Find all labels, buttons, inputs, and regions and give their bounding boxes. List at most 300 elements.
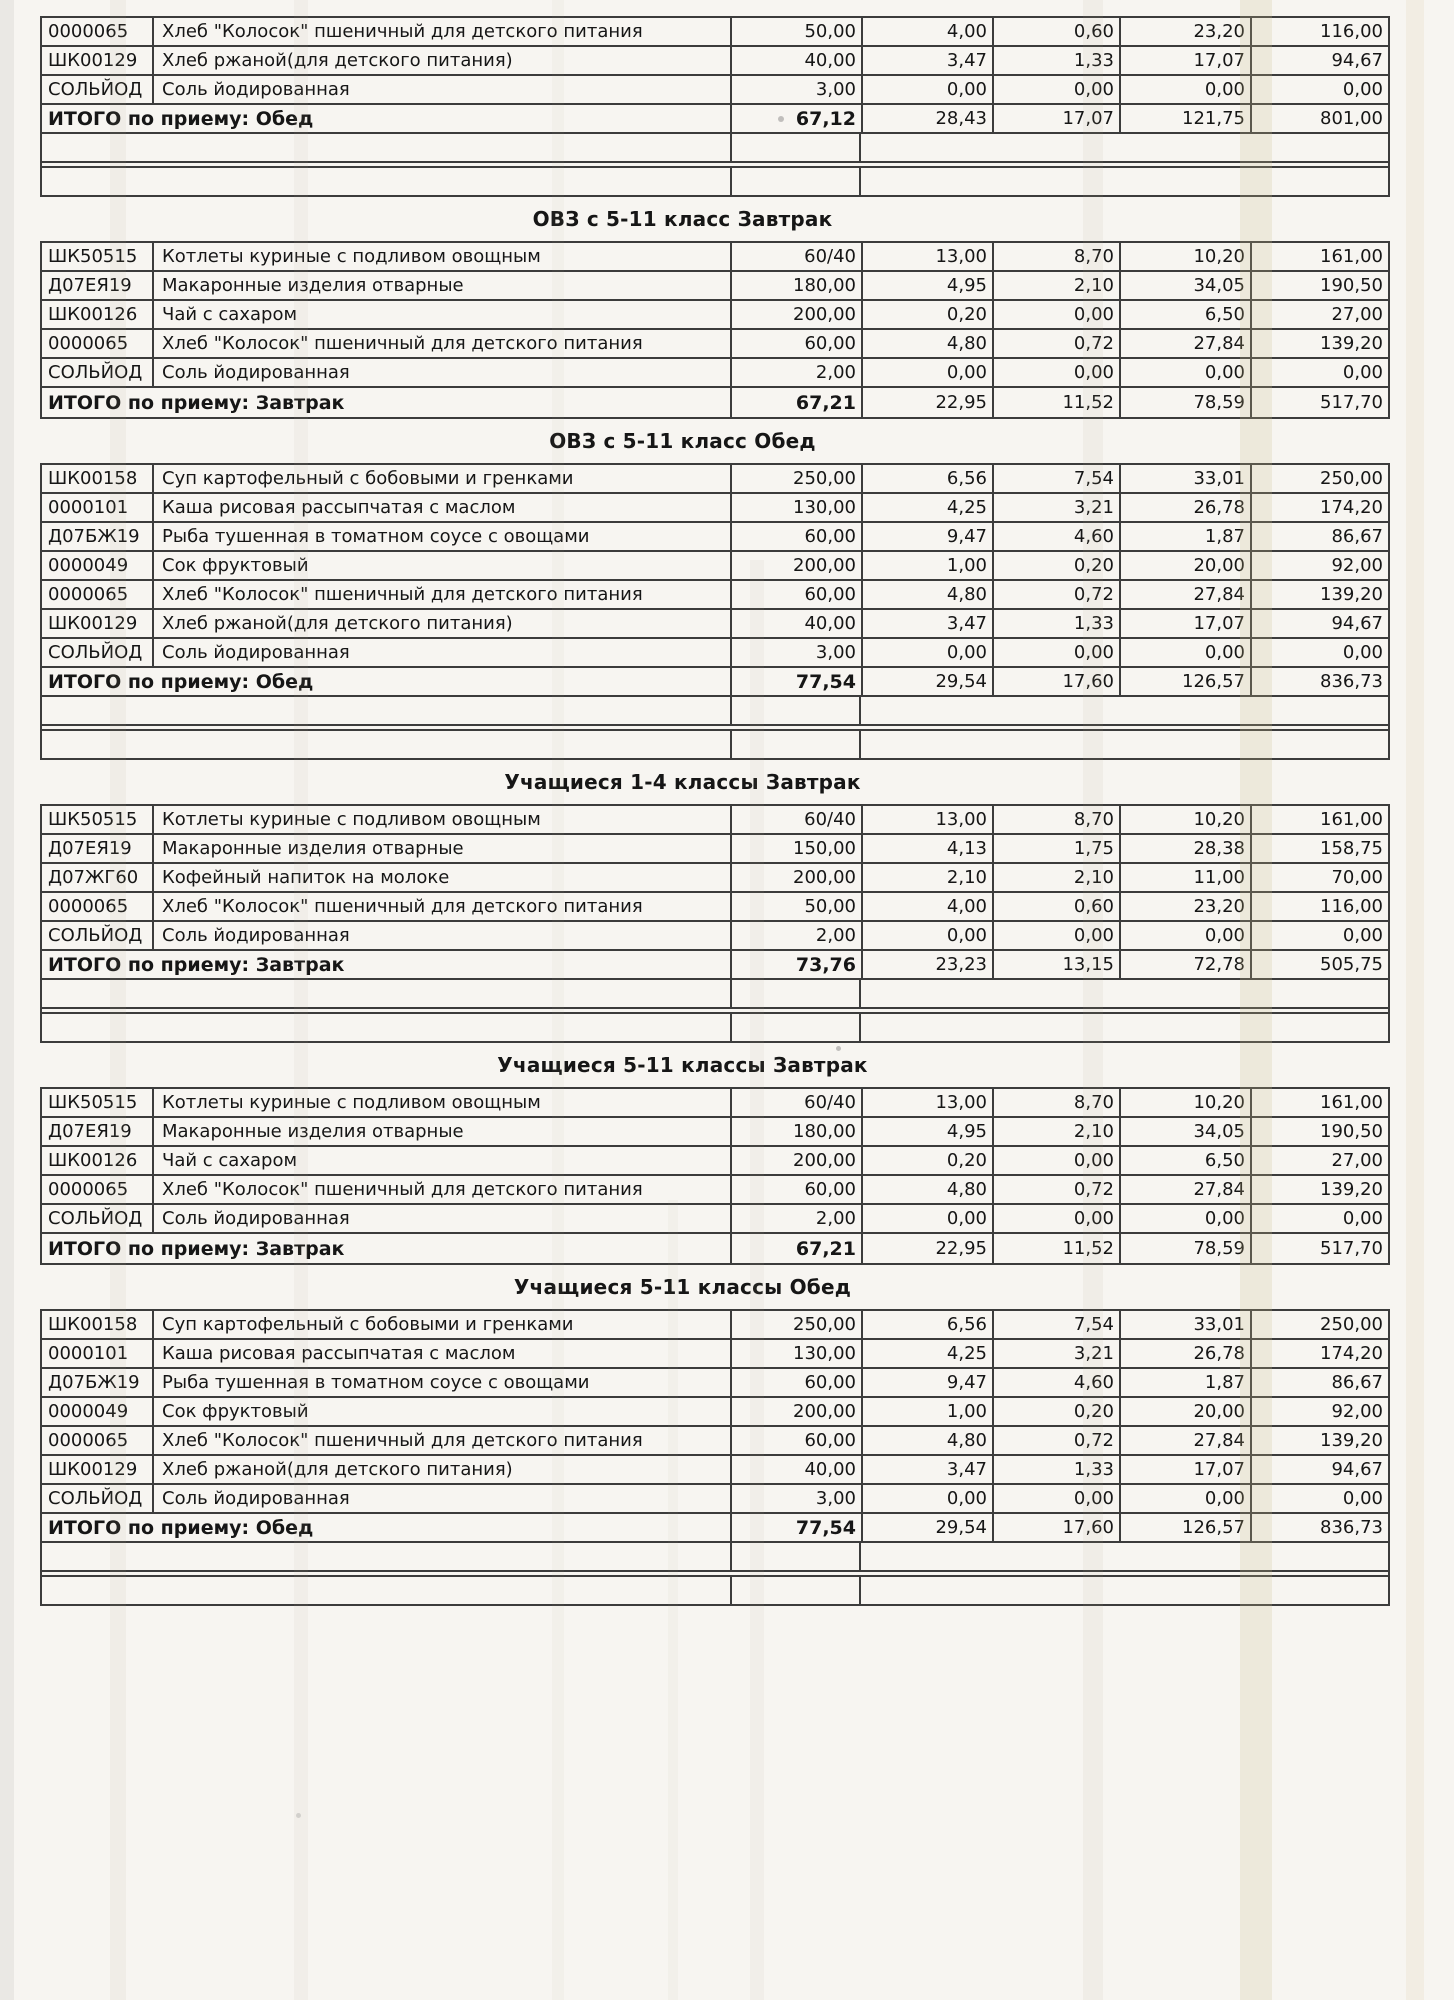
fat-cell: 0,60 bbox=[992, 18, 1119, 45]
fat-cell: 7,54 bbox=[992, 465, 1119, 492]
protein-cell: 4,13 bbox=[861, 835, 992, 862]
menu-nutrition-table-document bbox=[40, 16, 1390, 1606]
fat-cell: 0,00 bbox=[992, 1485, 1119, 1512]
item-name-cell: Макаронные изделия отварные bbox=[152, 835, 730, 862]
carbs-cell: 17,07 bbox=[1119, 610, 1250, 637]
carbs-cell: 11,00 bbox=[1119, 864, 1250, 891]
total-protein-cell: 23,23 bbox=[861, 951, 992, 978]
item-name-cell: Суп картофельный с бобовыми и гренками bbox=[152, 465, 730, 492]
section-header bbox=[40, 197, 1325, 241]
section-header bbox=[40, 419, 1325, 463]
protein-cell: 13,00 bbox=[861, 1089, 992, 1116]
protein-cell: 9,47 bbox=[861, 1369, 992, 1396]
empty-cell bbox=[730, 1014, 861, 1041]
item-code-cell: 0000065 bbox=[48, 584, 129, 605]
empty-cell bbox=[42, 697, 730, 724]
total-kcal-cell: 836,73 bbox=[1250, 668, 1388, 695]
total-fat-cell: 17,07 bbox=[992, 105, 1119, 132]
item-code-cell: ШК50515 bbox=[48, 809, 138, 830]
fat-cell: 0,00 bbox=[992, 1205, 1119, 1232]
item-name-cell: Хлеб "Колосок" пшеничный для детского питания bbox=[152, 893, 730, 920]
fat-cell: 1,33 bbox=[992, 1456, 1119, 1483]
item-code-cell: ШК50515 bbox=[48, 1092, 138, 1113]
empty-cell bbox=[42, 1014, 730, 1041]
item-code-cell: ШК00129 bbox=[48, 50, 138, 71]
protein-cell: 13,00 bbox=[861, 806, 992, 833]
kcal-cell: 70,00 bbox=[1250, 864, 1388, 891]
table-block bbox=[40, 241, 1390, 419]
item-name-cell: Хлеб "Колосок" пшеничный для детского питания bbox=[152, 1176, 730, 1203]
item-code-cell: ШК00158 bbox=[48, 468, 138, 489]
item-name-cell: Соль йодированная bbox=[152, 922, 730, 949]
empty-cell bbox=[730, 134, 861, 161]
carbs-cell: 1,87 bbox=[1119, 1369, 1250, 1396]
table-row bbox=[42, 1340, 1388, 1369]
scan-edge-shadow bbox=[0, 0, 14, 2000]
empty-cell bbox=[861, 980, 1388, 1007]
section-title: ОВЗ с 5-11 класс Обед bbox=[549, 429, 816, 453]
item-code-cell: ШК00158 bbox=[48, 1314, 138, 1335]
empty-cell bbox=[730, 168, 861, 195]
item-name-cell: Соль йодированная bbox=[152, 1485, 730, 1512]
empty-cell bbox=[730, 697, 861, 724]
carbs-cell: 10,20 bbox=[1119, 806, 1250, 833]
table-row bbox=[42, 1369, 1388, 1398]
table-row bbox=[42, 1205, 1388, 1234]
item-code-cell: 0000101 bbox=[48, 1343, 129, 1364]
output-qty-cell: 40,00 bbox=[730, 47, 861, 74]
output-qty-cell: 130,00 bbox=[730, 494, 861, 521]
fat-cell: 8,70 bbox=[992, 1089, 1119, 1116]
output-qty-cell: 200,00 bbox=[730, 864, 861, 891]
kcal-cell: 139,20 bbox=[1250, 1176, 1388, 1203]
protein-cell: 0,00 bbox=[861, 922, 992, 949]
fat-cell: 2,10 bbox=[992, 272, 1119, 299]
protein-cell: 6,56 bbox=[861, 1311, 992, 1338]
table-row bbox=[42, 1456, 1388, 1485]
protein-cell: 4,95 bbox=[861, 1118, 992, 1145]
item-name-cell: Суп картофельный с бобовыми и гренками bbox=[152, 1311, 730, 1338]
scan-speck bbox=[296, 1813, 301, 1818]
kcal-cell: 161,00 bbox=[1250, 243, 1388, 270]
item-name-cell: Кофейный напиток на молоке bbox=[152, 864, 730, 891]
item-name-cell: Котлеты куриные с подливом овощным bbox=[152, 806, 730, 833]
output-qty-cell: 60/40 bbox=[730, 1089, 861, 1116]
total-qty-cell: 73,76 bbox=[730, 951, 861, 978]
empty-cell bbox=[42, 168, 730, 195]
item-code-cell: 0000065 bbox=[48, 333, 129, 354]
output-qty-cell: 60,00 bbox=[730, 523, 861, 550]
total-fat-cell: 13,15 bbox=[992, 951, 1119, 978]
empty-cell bbox=[861, 1543, 1388, 1570]
kcal-cell: 27,00 bbox=[1250, 301, 1388, 328]
empty-cell bbox=[730, 1577, 861, 1604]
protein-cell: 6,56 bbox=[861, 465, 992, 492]
protein-cell: 13,00 bbox=[861, 243, 992, 270]
total-row bbox=[42, 1514, 1388, 1543]
total-fat-cell: 11,52 bbox=[992, 1234, 1119, 1263]
empty-row bbox=[42, 1012, 1388, 1041]
kcal-cell: 190,50 bbox=[1250, 1118, 1388, 1145]
total-fat-cell: 17,60 bbox=[992, 1514, 1119, 1541]
kcal-cell: 250,00 bbox=[1250, 465, 1388, 492]
output-qty-cell: 3,00 bbox=[730, 1485, 861, 1512]
table-row bbox=[42, 359, 1388, 388]
kcal-cell: 139,20 bbox=[1250, 1427, 1388, 1454]
total-carbs-cell: 126,57 bbox=[1119, 668, 1250, 695]
total-carbs-cell: 78,59 bbox=[1119, 1234, 1250, 1263]
item-code-cell: 0000049 bbox=[48, 1401, 129, 1422]
carbs-cell: 20,00 bbox=[1119, 552, 1250, 579]
empty-row bbox=[42, 166, 1388, 195]
item-name-cell: Соль йодированная bbox=[152, 359, 730, 386]
fat-cell: 0,72 bbox=[992, 1427, 1119, 1454]
protein-cell: 2,10 bbox=[861, 864, 992, 891]
kcal-cell: 161,00 bbox=[1250, 806, 1388, 833]
total-label-cell: ИТОГО по приему: Завтрак bbox=[48, 953, 345, 976]
item-code-cell: Д07БЖ19 bbox=[48, 1372, 140, 1393]
empty-cell bbox=[861, 168, 1388, 195]
carbs-cell: 34,05 bbox=[1119, 272, 1250, 299]
protein-cell: 3,47 bbox=[861, 1456, 992, 1483]
section-title: Учащиеся 5-11 классы Обед bbox=[513, 1275, 852, 1299]
item-name-cell: Макаронные изделия отварные bbox=[152, 1118, 730, 1145]
kcal-cell: 94,67 bbox=[1250, 1456, 1388, 1483]
item-code-cell: 0000101 bbox=[48, 497, 129, 518]
table-row bbox=[42, 494, 1388, 523]
carbs-cell: 10,20 bbox=[1119, 1089, 1250, 1116]
carbs-cell: 26,78 bbox=[1119, 1340, 1250, 1367]
item-name-cell: Сок фруктовый bbox=[152, 552, 730, 579]
total-protein-cell: 29,54 bbox=[861, 668, 992, 695]
protein-cell: 4,80 bbox=[861, 581, 992, 608]
output-qty-cell: 180,00 bbox=[730, 1118, 861, 1145]
protein-cell: 0,00 bbox=[861, 76, 992, 103]
protein-cell: 4,80 bbox=[861, 330, 992, 357]
kcal-cell: 0,00 bbox=[1250, 1485, 1388, 1512]
total-fat-cell: 11,52 bbox=[992, 388, 1119, 417]
table-row bbox=[42, 301, 1388, 330]
total-qty-cell: 77,54 bbox=[730, 1514, 861, 1541]
table-row bbox=[42, 47, 1388, 76]
table-row bbox=[42, 330, 1388, 359]
total-qty-cell: 77,54 bbox=[730, 668, 861, 695]
item-name-cell: Макаронные изделия отварные bbox=[152, 272, 730, 299]
protein-cell: 0,00 bbox=[861, 1205, 992, 1232]
carbs-cell: 27,84 bbox=[1119, 1176, 1250, 1203]
carbs-cell: 0,00 bbox=[1119, 76, 1250, 103]
empty-cell bbox=[42, 134, 730, 161]
kcal-cell: 116,00 bbox=[1250, 18, 1388, 45]
output-qty-cell: 60/40 bbox=[730, 806, 861, 833]
fat-cell: 0,00 bbox=[992, 1147, 1119, 1174]
fat-cell: 1,33 bbox=[992, 610, 1119, 637]
fat-cell: 0,72 bbox=[992, 1176, 1119, 1203]
output-qty-cell: 200,00 bbox=[730, 1147, 861, 1174]
item-code-cell: Д07ЖГ60 bbox=[48, 867, 139, 888]
item-code-cell: СОЛЬЙОД bbox=[48, 79, 143, 100]
item-code-cell: ШК00126 bbox=[48, 1150, 138, 1171]
output-qty-cell: 40,00 bbox=[730, 610, 861, 637]
fat-cell: 0,00 bbox=[992, 639, 1119, 666]
protein-cell: 3,47 bbox=[861, 47, 992, 74]
output-qty-cell: 3,00 bbox=[730, 76, 861, 103]
protein-cell: 4,25 bbox=[861, 494, 992, 521]
output-qty-cell: 200,00 bbox=[730, 552, 861, 579]
item-code-cell: Д07ЕЯ19 bbox=[48, 838, 132, 859]
empty-cell bbox=[861, 1014, 1388, 1041]
item-name-cell: Соль йодированная bbox=[152, 639, 730, 666]
table-row bbox=[42, 1118, 1388, 1147]
carbs-cell: 1,87 bbox=[1119, 523, 1250, 550]
section-title: ОВЗ с 5-11 класс Завтрак bbox=[532, 207, 833, 231]
total-row bbox=[42, 951, 1388, 980]
table-row bbox=[42, 1427, 1388, 1456]
table-row bbox=[42, 639, 1388, 668]
output-qty-cell: 200,00 bbox=[730, 301, 861, 328]
table-row bbox=[42, 18, 1388, 47]
total-protein-cell: 22,95 bbox=[861, 1234, 992, 1263]
empty-cell bbox=[42, 731, 730, 758]
table-block bbox=[40, 1087, 1390, 1265]
protein-cell: 4,25 bbox=[861, 1340, 992, 1367]
output-qty-cell: 2,00 bbox=[730, 359, 861, 386]
total-protein-cell: 22,95 bbox=[861, 388, 992, 417]
kcal-cell: 174,20 bbox=[1250, 1340, 1388, 1367]
item-code-cell: ШК50515 bbox=[48, 246, 138, 267]
carbs-cell: 27,84 bbox=[1119, 581, 1250, 608]
item-code-cell: 0000065 bbox=[48, 1179, 129, 1200]
kcal-cell: 86,67 bbox=[1250, 523, 1388, 550]
fat-cell: 0,20 bbox=[992, 552, 1119, 579]
item-code-cell: СОЛЬЙОД bbox=[48, 1488, 143, 1509]
item-name-cell: Соль йодированная bbox=[152, 76, 730, 103]
item-name-cell: Чай с сахаром bbox=[152, 1147, 730, 1174]
total-label-cell: ИТОГО по приему: Обед bbox=[48, 670, 314, 693]
kcal-cell: 116,00 bbox=[1250, 893, 1388, 920]
table-block bbox=[40, 1309, 1390, 1606]
total-carbs-cell: 78,59 bbox=[1119, 388, 1250, 417]
output-qty-cell: 60,00 bbox=[730, 1176, 861, 1203]
total-protein-cell: 29,54 bbox=[861, 1514, 992, 1541]
protein-cell: 0,20 bbox=[861, 301, 992, 328]
item-name-cell: Хлеб "Колосок" пшеничный для детского питания bbox=[152, 18, 730, 45]
carbs-cell: 10,20 bbox=[1119, 243, 1250, 270]
empty-cell bbox=[861, 134, 1388, 161]
fat-cell: 0,60 bbox=[992, 893, 1119, 920]
item-name-cell: Сок фруктовый bbox=[152, 1398, 730, 1425]
item-name-cell: Соль йодированная bbox=[152, 1205, 730, 1232]
carbs-cell: 17,07 bbox=[1119, 47, 1250, 74]
total-row bbox=[42, 668, 1388, 697]
protein-cell: 4,00 bbox=[861, 18, 992, 45]
table-row bbox=[42, 1089, 1388, 1118]
carbs-cell: 33,01 bbox=[1119, 465, 1250, 492]
total-row bbox=[42, 105, 1388, 134]
kcal-cell: 0,00 bbox=[1250, 922, 1388, 949]
kcal-cell: 139,20 bbox=[1250, 581, 1388, 608]
kcal-cell: 27,00 bbox=[1250, 1147, 1388, 1174]
section-header bbox=[40, 1043, 1325, 1087]
fat-cell: 0,00 bbox=[992, 76, 1119, 103]
fat-cell: 2,10 bbox=[992, 1118, 1119, 1145]
scan-streak bbox=[1406, 0, 1424, 2000]
fat-cell: 0,20 bbox=[992, 1398, 1119, 1425]
table-row bbox=[42, 806, 1388, 835]
total-label-cell: ИТОГО по приему: Обед bbox=[48, 107, 314, 130]
output-qty-cell: 3,00 bbox=[730, 639, 861, 666]
fat-cell: 0,72 bbox=[992, 330, 1119, 357]
fat-cell: 3,21 bbox=[992, 1340, 1119, 1367]
protein-cell: 4,80 bbox=[861, 1427, 992, 1454]
carbs-cell: 17,07 bbox=[1119, 1456, 1250, 1483]
item-code-cell: Д07ЕЯ19 bbox=[48, 275, 132, 296]
kcal-cell: 174,20 bbox=[1250, 494, 1388, 521]
total-carbs-cell: 72,78 bbox=[1119, 951, 1250, 978]
kcal-cell: 158,75 bbox=[1250, 835, 1388, 862]
table-row bbox=[42, 610, 1388, 639]
empty-cell bbox=[861, 697, 1388, 724]
section-header bbox=[40, 1265, 1325, 1309]
carbs-cell: 0,00 bbox=[1119, 922, 1250, 949]
fat-cell: 2,10 bbox=[992, 864, 1119, 891]
fat-cell: 8,70 bbox=[992, 243, 1119, 270]
output-qty-cell: 2,00 bbox=[730, 1205, 861, 1232]
item-code-cell: СОЛЬЙОД bbox=[48, 362, 143, 383]
table-row bbox=[42, 581, 1388, 610]
item-code-cell: СОЛЬЙОД bbox=[48, 925, 143, 946]
kcal-cell: 0,00 bbox=[1250, 639, 1388, 666]
output-qty-cell: 2,00 bbox=[730, 922, 861, 949]
kcal-cell: 94,67 bbox=[1250, 47, 1388, 74]
empty-cell bbox=[42, 980, 730, 1007]
protein-cell: 0,00 bbox=[861, 359, 992, 386]
carbs-cell: 26,78 bbox=[1119, 494, 1250, 521]
protein-cell: 0,20 bbox=[861, 1147, 992, 1174]
output-qty-cell: 180,00 bbox=[730, 272, 861, 299]
table-row bbox=[42, 1485, 1388, 1514]
table-row bbox=[42, 893, 1388, 922]
protein-cell: 3,47 bbox=[861, 610, 992, 637]
fat-cell: 7,54 bbox=[992, 1311, 1119, 1338]
fat-cell: 1,33 bbox=[992, 47, 1119, 74]
total-kcal-cell: 517,70 bbox=[1250, 388, 1388, 417]
carbs-cell: 27,84 bbox=[1119, 330, 1250, 357]
empty-cell bbox=[730, 1543, 861, 1570]
item-name-cell: Рыба тушенная в томатном соусе с овощами bbox=[152, 1369, 730, 1396]
kcal-cell: 161,00 bbox=[1250, 1089, 1388, 1116]
carbs-cell: 0,00 bbox=[1119, 1205, 1250, 1232]
section-title: Учащиеся 5-11 классы Завтрак bbox=[497, 1053, 868, 1077]
carbs-cell: 0,00 bbox=[1119, 639, 1250, 666]
kcal-cell: 190,50 bbox=[1250, 272, 1388, 299]
item-name-cell: Чай с сахаром bbox=[152, 301, 730, 328]
fat-cell: 0,72 bbox=[992, 581, 1119, 608]
item-code-cell: ШК00126 bbox=[48, 304, 138, 325]
empty-cell bbox=[730, 980, 861, 1007]
item-name-cell: Хлеб ржаной(для детского питания) bbox=[152, 610, 730, 637]
item-name-cell: Котлеты куриные с подливом овощным bbox=[152, 1089, 730, 1116]
fat-cell: 0,00 bbox=[992, 359, 1119, 386]
total-qty-cell: 67,21 bbox=[730, 1234, 861, 1263]
total-row bbox=[42, 388, 1388, 417]
output-qty-cell: 60,00 bbox=[730, 330, 861, 357]
table-row bbox=[42, 835, 1388, 864]
table-block bbox=[40, 463, 1390, 760]
item-code-cell: СОЛЬЙОД bbox=[48, 1208, 143, 1229]
empty-cell bbox=[730, 731, 861, 758]
output-qty-cell: 250,00 bbox=[730, 465, 861, 492]
carbs-cell: 23,20 bbox=[1119, 893, 1250, 920]
kcal-cell: 250,00 bbox=[1250, 1311, 1388, 1338]
table-row bbox=[42, 1176, 1388, 1205]
total-fat-cell: 17,60 bbox=[992, 668, 1119, 695]
item-code-cell: ШК00129 bbox=[48, 613, 138, 634]
protein-cell: 4,95 bbox=[861, 272, 992, 299]
empty-cell bbox=[861, 1577, 1388, 1604]
output-qty-cell: 60,00 bbox=[730, 581, 861, 608]
output-qty-cell: 60,00 bbox=[730, 1369, 861, 1396]
fat-cell: 0,00 bbox=[992, 301, 1119, 328]
output-qty-cell: 40,00 bbox=[730, 1456, 861, 1483]
carbs-cell: 0,00 bbox=[1119, 359, 1250, 386]
table-block bbox=[40, 804, 1390, 1043]
output-qty-cell: 60,00 bbox=[730, 1427, 861, 1454]
item-name-cell: Рыба тушенная в томатном соусе с овощами bbox=[152, 523, 730, 550]
kcal-cell: 92,00 bbox=[1250, 552, 1388, 579]
empty-row bbox=[42, 980, 1388, 1009]
protein-cell: 0,00 bbox=[861, 1485, 992, 1512]
empty-cell bbox=[42, 1577, 730, 1604]
table-row bbox=[42, 864, 1388, 893]
carbs-cell: 6,50 bbox=[1119, 1147, 1250, 1174]
table-row bbox=[42, 1147, 1388, 1176]
total-row bbox=[42, 1234, 1388, 1263]
fat-cell: 4,60 bbox=[992, 523, 1119, 550]
kcal-cell: 0,00 bbox=[1250, 359, 1388, 386]
empty-row bbox=[42, 729, 1388, 758]
empty-cell bbox=[42, 1543, 730, 1570]
section-header bbox=[40, 760, 1325, 804]
kcal-cell: 139,20 bbox=[1250, 330, 1388, 357]
protein-cell: 4,80 bbox=[861, 1176, 992, 1203]
item-code-cell: 0000049 bbox=[48, 555, 129, 576]
protein-cell: 0,00 bbox=[861, 639, 992, 666]
fat-cell: 1,75 bbox=[992, 835, 1119, 862]
carbs-cell: 28,38 bbox=[1119, 835, 1250, 862]
output-qty-cell: 200,00 bbox=[730, 1398, 861, 1425]
total-qty-cell: 67,12 bbox=[730, 105, 861, 132]
item-code-cell: ШК00129 bbox=[48, 1459, 138, 1480]
carbs-cell: 33,01 bbox=[1119, 1311, 1250, 1338]
kcal-cell: 0,00 bbox=[1250, 76, 1388, 103]
table-row bbox=[42, 272, 1388, 301]
output-qty-cell: 130,00 bbox=[730, 1340, 861, 1367]
carbs-cell: 6,50 bbox=[1119, 301, 1250, 328]
total-protein-cell: 28,43 bbox=[861, 105, 992, 132]
item-code-cell: 0000065 bbox=[48, 896, 129, 917]
total-kcal-cell: 505,75 bbox=[1250, 951, 1388, 978]
total-label-cell: ИТОГО по приему: Завтрак bbox=[48, 1237, 345, 1260]
fat-cell: 3,21 bbox=[992, 494, 1119, 521]
total-carbs-cell: 126,57 bbox=[1119, 1514, 1250, 1541]
item-name-cell: Хлеб "Колосок" пшеничный для детского питания bbox=[152, 581, 730, 608]
fat-cell: 0,00 bbox=[992, 922, 1119, 949]
total-qty-cell: 67,21 bbox=[730, 388, 861, 417]
protein-cell: 9,47 bbox=[861, 523, 992, 550]
total-carbs-cell: 121,75 bbox=[1119, 105, 1250, 132]
protein-cell: 1,00 bbox=[861, 552, 992, 579]
